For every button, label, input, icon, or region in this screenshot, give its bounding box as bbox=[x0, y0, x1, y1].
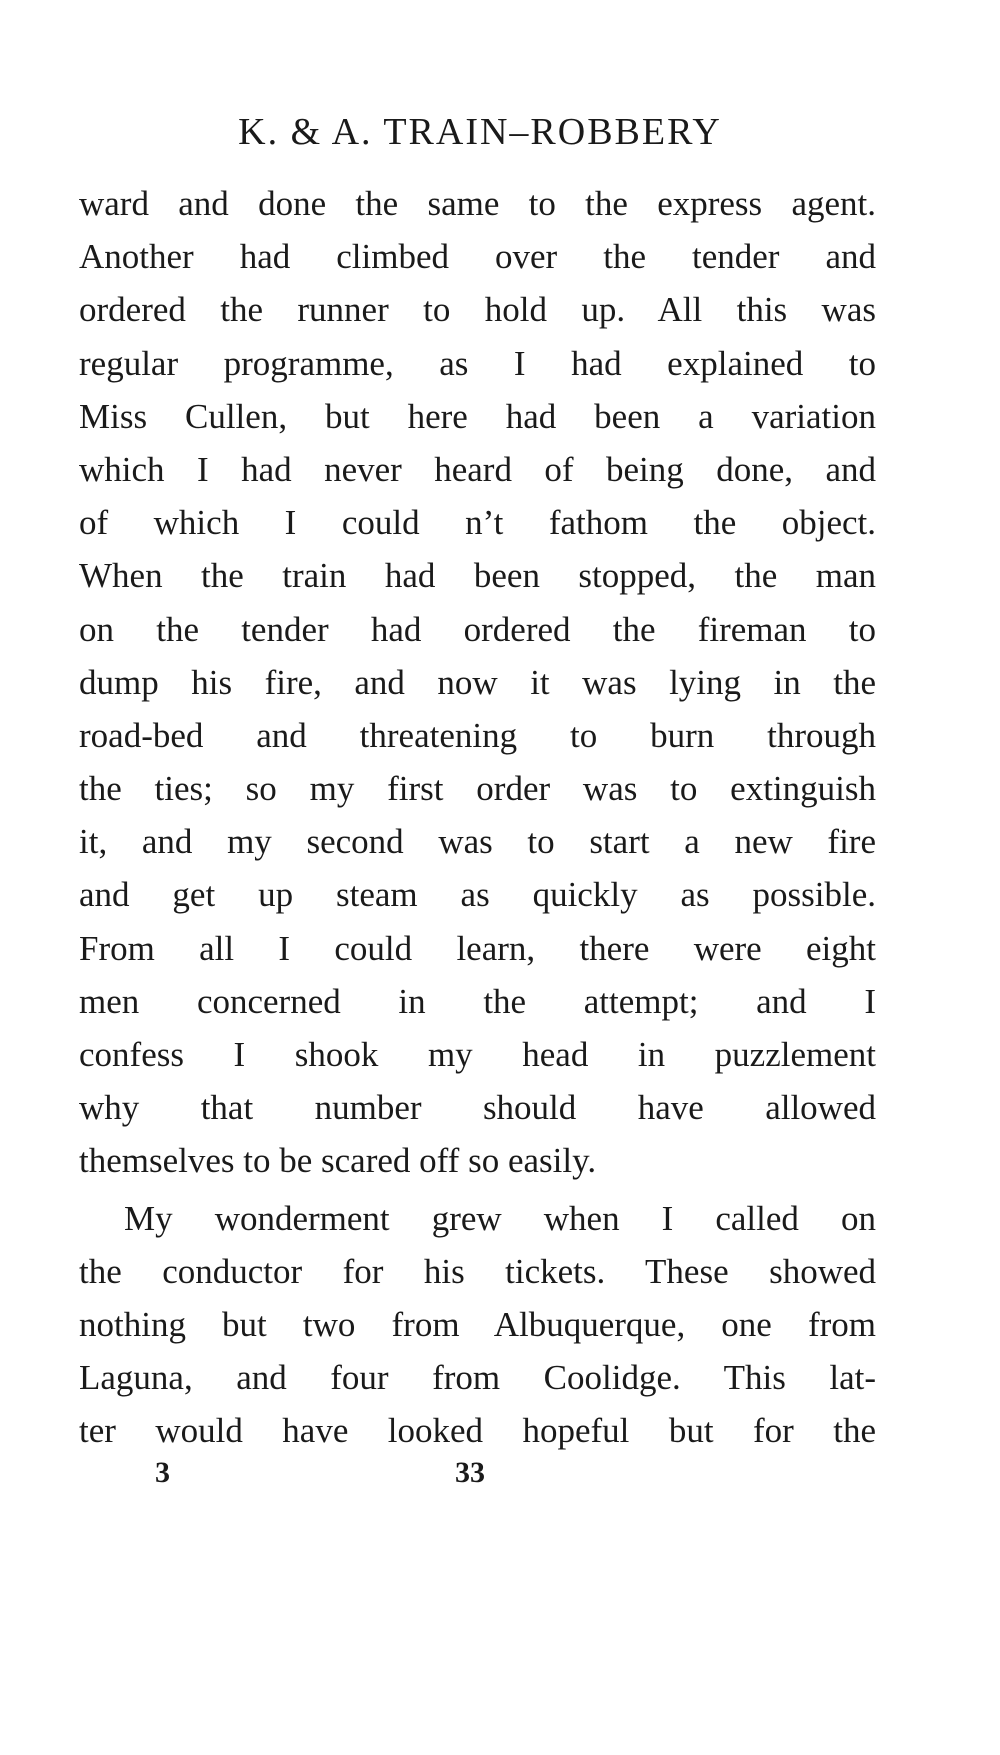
text-line: nothing but two from Albuquerque, one from bbox=[79, 1304, 876, 1344]
page-number: 33 bbox=[455, 1456, 485, 1489]
signature-mark: 3 bbox=[155, 1456, 170, 1489]
text-line: on the tender had ordered the fireman to bbox=[79, 609, 876, 649]
text-line: of which I could n’t fathom the object. bbox=[79, 503, 876, 543]
text-line: Laguna, and four from Coolidge. This lat- bbox=[79, 1358, 876, 1398]
paragraph-1 bbox=[79, 177, 876, 1188]
text-line: the conductor for his tickets. These showed bbox=[79, 1251, 876, 1291]
text-line: regular programme, as I had explained to bbox=[79, 343, 876, 383]
running-head: K. & A. TRAIN–ROBBERY bbox=[238, 111, 722, 153]
paragraph-2 bbox=[79, 1192, 876, 1458]
text-line: From all I could learn, there were eight bbox=[79, 928, 876, 968]
text-line: dump his fire, and now it was lying in the bbox=[79, 662, 876, 702]
text-line: road-bed and threatening to burn through bbox=[79, 715, 876, 755]
text-line: ordered the runner to hold up. All this was bbox=[79, 290, 876, 330]
text-line: Miss Cullen, but here had been a variation bbox=[79, 396, 876, 436]
text-line: and get up steam as quickly as possible. bbox=[79, 875, 876, 915]
body-text bbox=[79, 177, 876, 1458]
text-line: When the train had been stopped, the man bbox=[79, 556, 876, 596]
text-line: ter would have looked hopeful but for the bbox=[79, 1411, 876, 1451]
text-line: ward and done the same to the express agent. bbox=[79, 184, 876, 223]
text-line: it, and my second was to start a new fire bbox=[79, 822, 876, 862]
text-line: My wonderment grew when I called on bbox=[124, 1198, 876, 1238]
text-line: why that number should have allowed bbox=[79, 1088, 876, 1128]
text-line: themselves to be scared off so easily. bbox=[79, 1141, 597, 1181]
text-line: confess I shook my head in puzzlement bbox=[79, 1035, 876, 1074]
text-line: the ties; so my first order was to extinguish bbox=[79, 769, 876, 809]
text-line: which I had never heard of being done, and bbox=[79, 449, 876, 489]
text-line: men concerned in the attempt; and I bbox=[79, 981, 876, 1021]
text-line: Another had climbed over the tender and bbox=[79, 237, 876, 277]
